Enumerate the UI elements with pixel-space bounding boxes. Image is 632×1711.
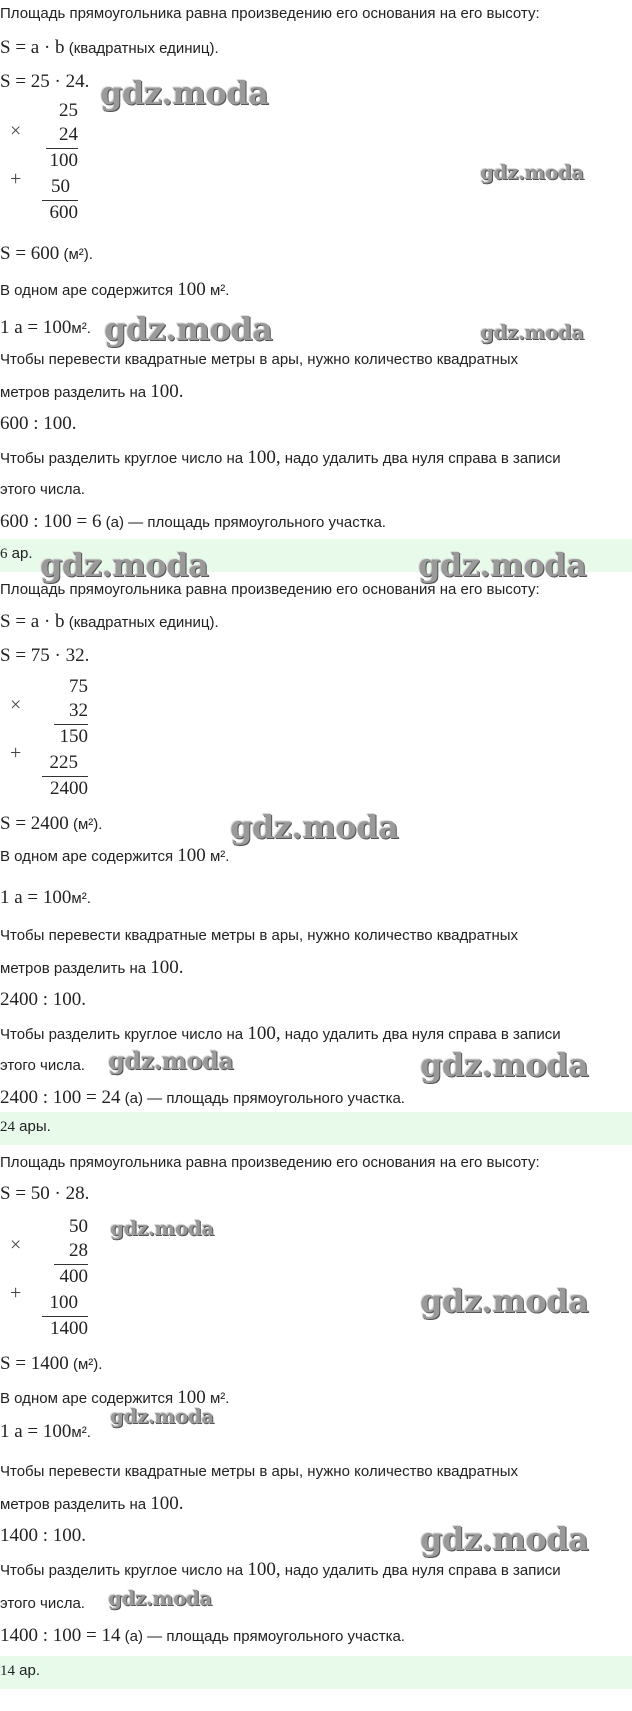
are-eq: 1 а = 100 <box>0 1421 72 1442</box>
answer-box <box>0 1656 632 1689</box>
area-unit: (м²). <box>63 246 93 263</box>
are-text: В одном аре содержится <box>0 282 174 299</box>
partial-1: 400 <box>59 1266 88 1287</box>
are-eq-line <box>0 1422 91 1443</box>
sum-line <box>42 200 78 201</box>
formula-unit: (квадратных единиц). <box>68 40 219 57</box>
mult-b: 24 <box>59 124 78 145</box>
rule-text-a: Чтобы разделить круглое число на <box>0 1026 244 1043</box>
rule-text-a: Чтобы разделить круглое число на <box>0 1562 244 1579</box>
rule-line-1 <box>0 448 561 469</box>
final-text: (а) — площадь прямоугольного участка. <box>105 514 386 531</box>
times-sign: × <box>10 1234 22 1256</box>
product-line: S = 50 · 28. <box>0 1183 90 1204</box>
mult-b: 28 <box>69 1240 88 1261</box>
formula-line <box>0 612 219 633</box>
watermark: gdz.moda <box>108 1046 234 1075</box>
column-multiplication <box>40 100 78 226</box>
partial-2: 50 <box>51 176 70 197</box>
area-unit: (м²). <box>72 816 103 833</box>
times-sign: × <box>10 120 22 142</box>
watermark: gdz.moda <box>230 808 399 846</box>
watermark: gdz.moda <box>480 160 584 184</box>
mult-result: 1400 <box>50 1318 88 1339</box>
answer-unit: ар. <box>11 545 33 562</box>
sum-line <box>42 776 88 777</box>
are-unit: м². <box>209 848 230 865</box>
watermark: gdz.moda <box>418 546 587 584</box>
watermark: gdz.moda <box>420 1046 589 1084</box>
area-line <box>0 1354 102 1375</box>
mult-a: 25 <box>59 100 78 121</box>
mult-line <box>54 724 88 725</box>
partial-1: 100 <box>49 150 78 171</box>
are-line <box>0 846 229 867</box>
mult-line <box>54 1264 88 1265</box>
are-num: 100 <box>177 845 206 866</box>
convert-line-2 <box>0 958 184 979</box>
area-line <box>0 244 93 265</box>
convert-line-2 <box>0 382 184 403</box>
are-eq-unit: м². <box>71 320 91 337</box>
division-line: 2400 : 100. <box>0 989 87 1010</box>
column-multiplication <box>40 676 88 802</box>
are-eq-unit: м². <box>71 1424 91 1441</box>
plus-sign: + <box>10 1282 22 1304</box>
answer-num: 14 <box>0 1663 15 1679</box>
rule-line-2: этого числа. <box>0 481 85 498</box>
rule-text-b: надо удалить два нуля справа в записи <box>284 1026 561 1043</box>
mult-b: 32 <box>69 700 88 721</box>
final-text: (а) — площадь прямоугольного участка. <box>124 1090 405 1107</box>
product-line: S = 75 · 32. <box>0 645 90 666</box>
answer <box>0 1118 51 1136</box>
division-line: 1400 : 100. <box>0 1525 87 1546</box>
are-num: 100 <box>177 279 206 300</box>
final-text: (а) — площадь прямоугольного участка. <box>124 1628 405 1645</box>
intro-text: Площадь прямоугольника равна произведению его основания на его высоту: <box>0 1154 540 1171</box>
area: S = 2400 <box>0 813 69 834</box>
intro-text: Площадь прямоугольника равна произведению его основания на его высоту: <box>0 5 540 22</box>
are-eq-unit: м². <box>71 890 91 907</box>
area: S = 1400 <box>0 1353 69 1374</box>
rule-num: 100, <box>247 447 281 468</box>
are-num: 100 <box>177 1387 206 1408</box>
final-eq: 2400 : 100 = 24 <box>0 1087 121 1108</box>
are-eq: 1 а = 100 <box>0 887 72 908</box>
rule-line-1 <box>0 1560 561 1581</box>
rule-num: 100, <box>247 1023 281 1044</box>
partial-1: 150 <box>59 726 88 747</box>
final-line <box>0 512 386 533</box>
convert-line-2 <box>0 1494 184 1515</box>
plus-sign: + <box>10 168 22 190</box>
mult-result: 2400 <box>50 778 88 799</box>
rule-text-a: Чтобы разделить круглое число на <box>0 450 244 467</box>
convert-line-1: Чтобы перевести квадратные метры в ары, нужно количество квадратных <box>0 927 519 944</box>
final-eq: 1400 : 100 = 14 <box>0 1625 121 1646</box>
intro-text: Площадь прямоугольника равна произведению его основания на его высоту: <box>0 581 540 598</box>
watermark: gdz.moda <box>40 546 209 584</box>
rule-text-b: надо удалить два нуля справа в записи <box>284 450 561 467</box>
are-text: В одном аре содержится <box>0 848 174 865</box>
times-sign: × <box>10 694 22 716</box>
formula: S = a · b <box>0 611 65 632</box>
final-line <box>0 1088 405 1109</box>
mult-a: 50 <box>69 1216 88 1237</box>
product-line: S = 25 · 24. <box>0 71 90 92</box>
convert-text: метров разделить на <box>0 960 147 977</box>
rule-text-b: надо удалить два нуля справа в записи <box>284 1562 561 1579</box>
watermark: gdz.moda <box>104 310 273 348</box>
are-eq: 1 а = 100 <box>0 317 72 338</box>
mult-a: 75 <box>69 676 88 697</box>
rule-line-2: этого числа. <box>0 1057 85 1074</box>
area-line <box>0 814 102 835</box>
partial-2: 100 <box>49 1292 78 1313</box>
watermark: gdz.moda <box>100 74 269 112</box>
area-unit: (м²). <box>72 1356 103 1373</box>
area: S = 600 <box>0 243 60 264</box>
convert-line-1: Чтобы перевести квадратные метры в ары, нужно количество квадратных <box>0 351 519 368</box>
convert-text: метров разделить на <box>0 1496 147 1513</box>
rule-num: 100, <box>247 1559 281 1580</box>
rule-line-1 <box>0 1024 561 1045</box>
watermark: gdz.moda <box>420 1520 589 1558</box>
formula-line <box>0 38 219 59</box>
sum-line <box>42 1316 88 1317</box>
final-eq: 600 : 100 = 6 <box>0 511 102 532</box>
convert-num: 100. <box>150 381 184 402</box>
watermark: gdz.moda <box>110 1216 214 1240</box>
answer <box>0 545 33 563</box>
convert-line-1: Чтобы перевести квадратные метры в ары, нужно количество квадратных <box>0 1463 519 1480</box>
plus-sign: + <box>10 742 22 764</box>
are-unit: м². <box>209 282 230 299</box>
convert-text: метров разделить на <box>0 384 147 401</box>
division-line: 600 : 100. <box>0 413 77 434</box>
answer-box <box>0 1112 632 1145</box>
answer-num: 24 <box>0 1119 15 1135</box>
formula: S = a · b <box>0 37 65 58</box>
convert-num: 100. <box>150 1493 184 1514</box>
are-unit: м². <box>209 1390 230 1407</box>
mult-line <box>46 148 78 149</box>
watermark: gdz.moda <box>420 1282 589 1320</box>
convert-num: 100. <box>150 957 184 978</box>
are-eq-line <box>0 888 91 909</box>
final-line <box>0 1626 405 1647</box>
watermark: gdz.moda <box>108 1586 212 1610</box>
are-eq-line <box>0 318 91 339</box>
rule-line-2: этого числа. <box>0 1595 85 1612</box>
partial-2: 225 <box>49 752 78 773</box>
are-line <box>0 280 229 301</box>
formula-unit: (квадратных единиц). <box>68 614 219 631</box>
column-multiplication <box>40 1216 88 1342</box>
answer-unit: ар. <box>19 1662 41 1679</box>
watermark: gdz.moda <box>480 320 584 344</box>
answer-num: 6 <box>0 546 8 562</box>
watermark: gdz.moda <box>110 1404 214 1428</box>
answer-unit: ары. <box>19 1118 51 1135</box>
answer <box>0 1662 40 1680</box>
are-text: В одном аре содержится <box>0 1390 174 1407</box>
mult-result: 600 <box>49 202 78 223</box>
